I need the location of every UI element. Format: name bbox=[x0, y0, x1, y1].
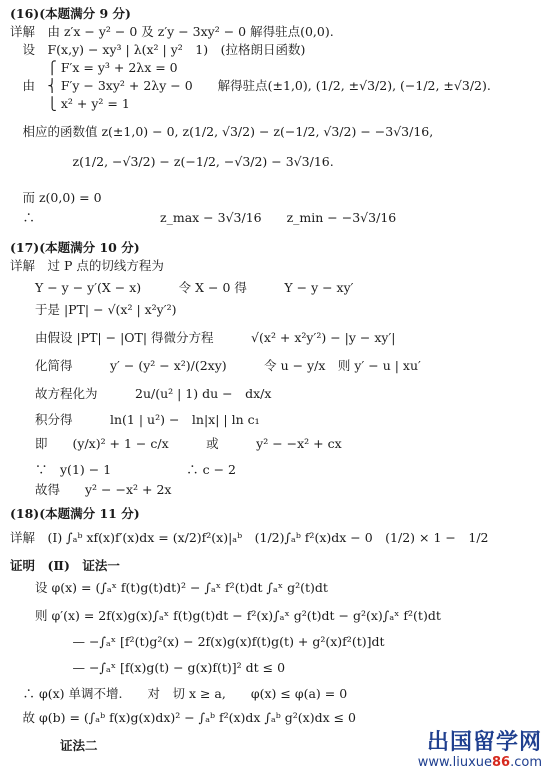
solution-line: — −∫ₐˣ [f²(t)g²(x) − 2f(x)g(x)f(t)g(t) + g²(x)f²(t)]dt bbox=[10, 634, 385, 649]
solution-line: 由假设 |PT| − |OT| 得微分方程 √(x² + x²y′²) − |y − xy′| bbox=[10, 330, 396, 345]
solution-line: 故 φ(b) = (∫ₐᵇ f(x)g(x)dx)² − ∫ₐᵇ f²(x)dx ∫ₐᵇ g²(x)dx ≤ 0 bbox=[10, 710, 356, 725]
solution-line: 而 z(0,0) = 0 bbox=[10, 190, 102, 205]
solution-line: 证法二 bbox=[10, 738, 98, 753]
solution-line: 故得 y² − −x² + 2x bbox=[10, 482, 172, 497]
solution-line: ∴ φ(x) 单调不增. 对 切 x ≥ a, φ(x) ≤ φ(a) = 0 bbox=[10, 686, 348, 701]
solution-line: ⎧ F′x = y³ + 2λx = 0 bbox=[10, 60, 178, 75]
solution-line: ⎩ x² + y² = 1 bbox=[10, 96, 130, 111]
watermark-logo-text: 出国留学网 bbox=[426, 729, 542, 755]
solution-line: 相应的函数值 z(±1,0) − 0, z(1/2, √3/2) − z(−1/2, √3/2) − −3√3/16, bbox=[10, 124, 434, 139]
solution-line: 详解 过 P 点的切线方程为 bbox=[10, 258, 164, 273]
solution-line: 详解 由 z′x − y² − 0 及 z′y − 3xy² − 0 解得驻点(0,0). bbox=[10, 24, 334, 39]
solution-line: ∵ y(1) − 1 ∴ c − 2 bbox=[10, 462, 236, 477]
solution-line: 化简得 y′ − (y² − x²)/(2xy) 令 u − y/x 则 y′ − u | xu′ bbox=[10, 358, 421, 373]
solution-line: 证明 (Ⅱ) 证法一 bbox=[10, 558, 120, 573]
solution-line: — −∫ₐˣ [f(x)g(t) − g(x)f(t)]² dt ≤ 0 bbox=[10, 660, 286, 675]
solution-line: 即 (y/x)² + 1 − c/x 或 y² − −x² + cx bbox=[10, 436, 342, 451]
solution-line: 详解 (Ⅰ) ∫ₐᵇ xf(x)f′(x)dx = (x/2)f²(x)|ₐᵇ (1/2)∫ₐᵇ f²(x)dx − 0 (1/2) × 1 − 1/2 bbox=[10, 530, 489, 545]
watermark-url: www.liuxue86.com bbox=[417, 754, 542, 770]
solution-line: Y − y − y′(X − x) 令 X − 0 得 Y − y − xy′ bbox=[10, 280, 354, 295]
solution-line: ∴ z_max − 3√3/16 z_min − −3√3/16 bbox=[10, 210, 397, 225]
site-watermark bbox=[372, 729, 542, 771]
problem-heading: (18)(本题满分 11 分) bbox=[10, 506, 140, 521]
solution-line: 由 ⎨ F′y − 3xy² + 2λy − 0 解得驻点(±1,0), (1/2, ±√3/2), (−1/2, ±√3/2). bbox=[10, 78, 491, 93]
solution-line: 故方程化为 2u/(u² | 1) du − dx/x bbox=[10, 386, 272, 401]
solution-line: z(1/2, −√3/2) − z(−1/2, −√3/2) − 3√3/16. bbox=[10, 154, 334, 169]
solution-line: 设 φ(x) = (∫ₐˣ f(t)g(t)dt)² − ∫ₐˣ f²(t)dt ∫ₐˣ g²(t)dt bbox=[10, 580, 328, 595]
solution-line: 于是 |PT| − √(x² | x²y′²) bbox=[10, 302, 177, 317]
solution-line: 积分得 ln(1 | u²) − ln|x| | ln c₁ bbox=[10, 412, 260, 427]
problem-heading: (17)(本题满分 10 分) bbox=[10, 240, 140, 255]
solution-line: 设 F(x,y) − xy³ | λ(x² | y² 1) (拉格朗日函数) bbox=[10, 42, 306, 57]
problem-heading: (16)(本题满分 9 分) bbox=[10, 6, 131, 21]
solution-line: 则 φ′(x) = 2f(x)g(x)∫ₐˣ f(t)g(t)dt − f²(x)∫ₐˣ g²(t)dt − g²(x)∫ₐˣ f²(t)dt bbox=[10, 608, 441, 623]
